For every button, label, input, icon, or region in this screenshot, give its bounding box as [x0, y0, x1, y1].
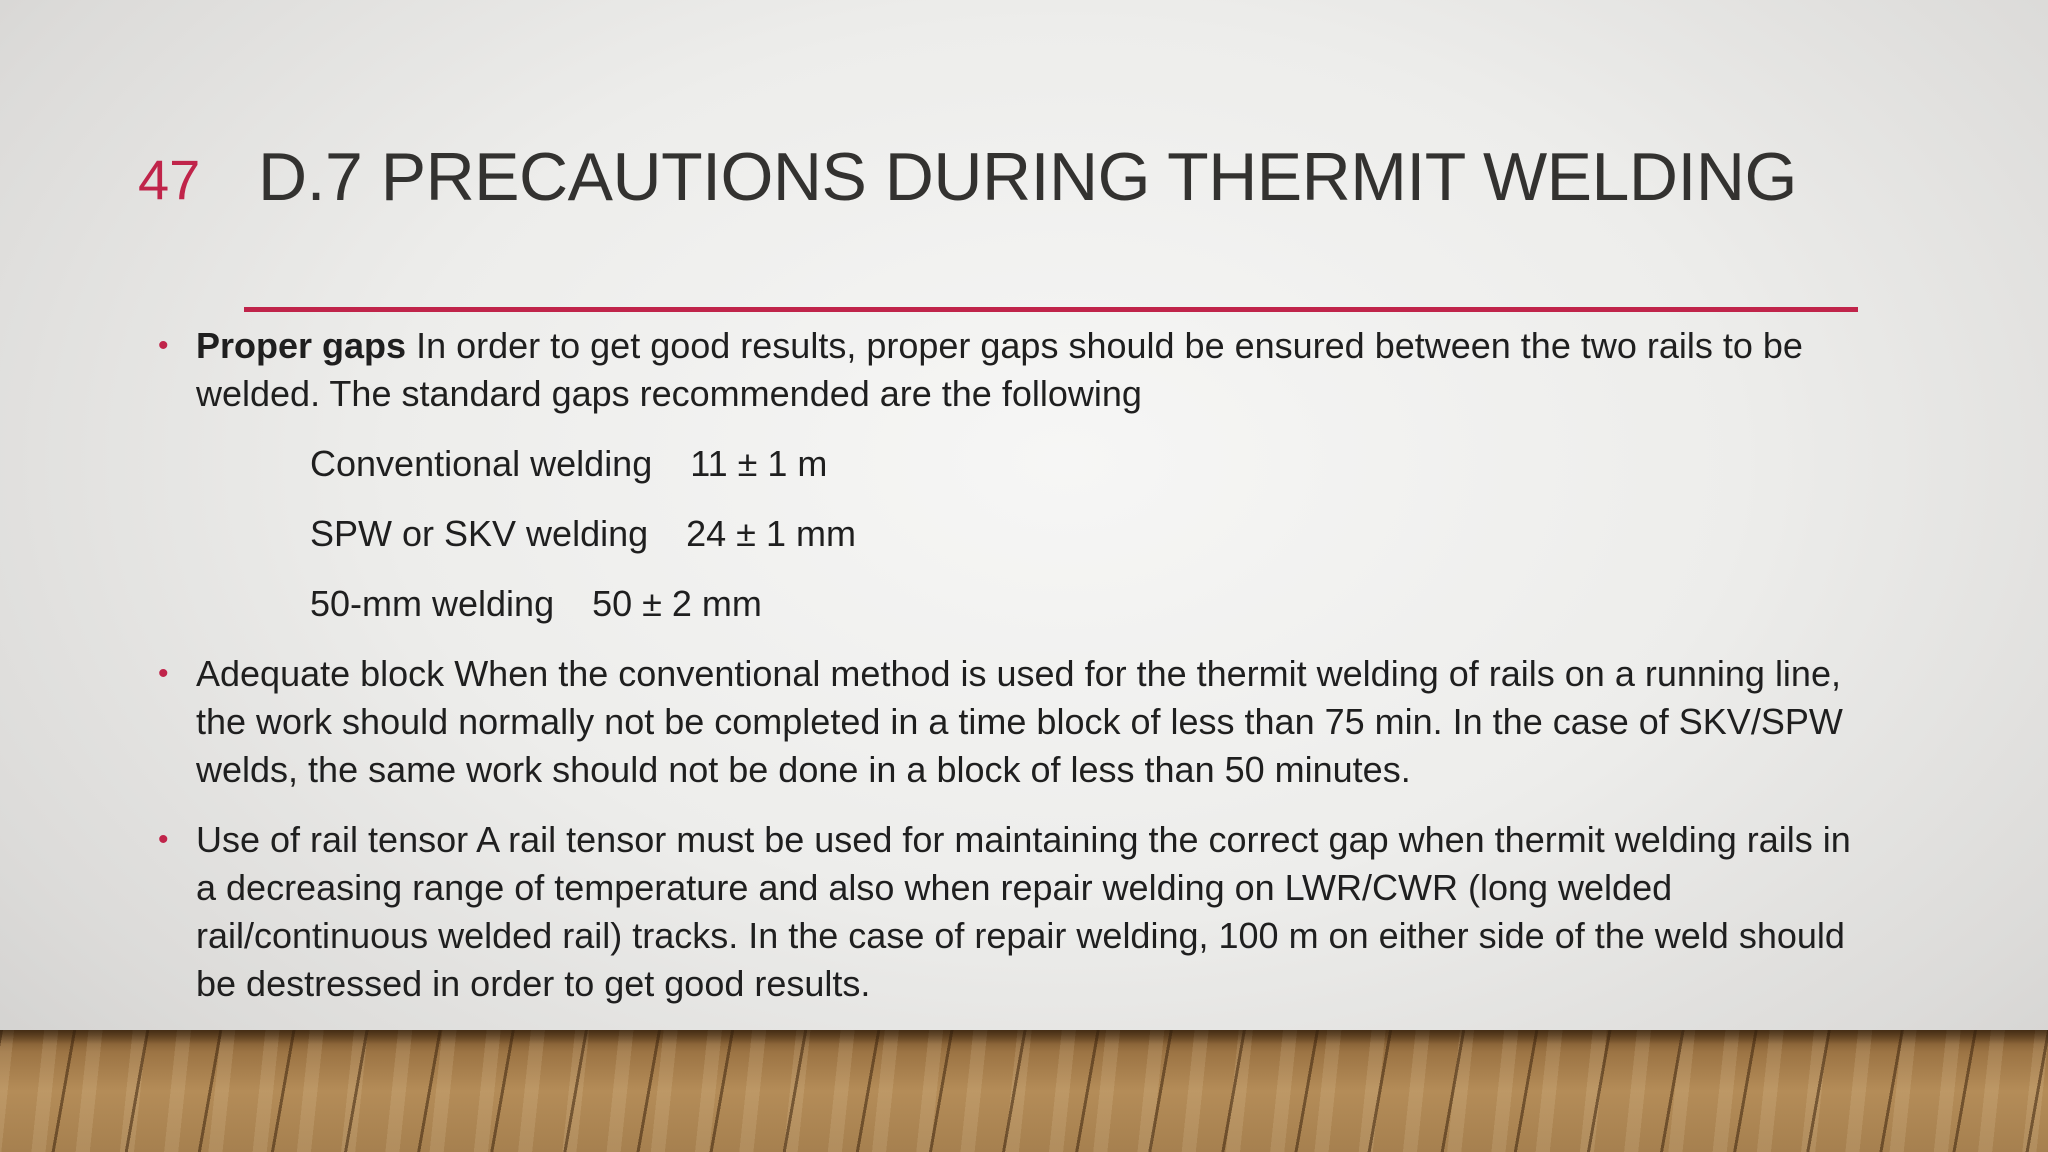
bullet-proper-gaps: [158, 322, 1878, 418]
gap-label: Conventional welding: [310, 443, 653, 484]
slide-title: D.7 PRECAUTIONS DURING THERMIT WELDING: [258, 139, 1797, 215]
gap-value: 11 ± 1 m: [690, 443, 828, 484]
gap-label: SPW or SKV welding: [310, 513, 649, 554]
bullet-dot-icon: •: [158, 329, 169, 362]
bullet-adequate-block: [158, 650, 1878, 794]
slide-content: [158, 322, 1878, 1030]
title-underline: [244, 307, 1858, 312]
gap-label: 50-mm welding: [310, 583, 555, 624]
wooden-floor-decoration: [0, 1030, 2048, 1152]
gap-value: 24 ± 1 mm: [686, 513, 856, 554]
gap-row-conventional: [310, 440, 1878, 488]
bullet-dot-icon: •: [158, 823, 169, 856]
bullet-heading: Proper gaps: [196, 325, 407, 366]
slide-number: 47: [138, 148, 201, 211]
bullet-text: In order to get good results, proper gaps should be ensured between the two rails to be welded. The standard gaps recommended are the following: [196, 325, 1803, 414]
bullet-text: Use of rail tensor A rail tensor must be used for maintaining the correct gap when thermit welding rails in a decreasing range of temperature and also when repair welding on LWR/CWR (long welded rail/continuous welded rail) tracks. In the case of repair welding, 100 m on either side of the weld should be destressed in order to get good results.: [196, 819, 1851, 1004]
gap-row-spw-skv: [310, 510, 1878, 558]
bullet-dot-icon: •: [158, 657, 169, 690]
bullet-text: Adequate block When the conventional method is used for the thermit welding of rails on a running line, the work should normally not be completed in a time block of less than 75 min. In the case of SKV/SPW welds, the same work should not be done in a block of less than 50 minutes.: [196, 653, 1843, 790]
bullet-rail-tensor: [158, 816, 1878, 1008]
floor-shadow: [0, 1030, 2048, 1044]
gap-row-50mm: [310, 580, 1878, 628]
gap-value: 50 ± 2 mm: [592, 583, 762, 624]
